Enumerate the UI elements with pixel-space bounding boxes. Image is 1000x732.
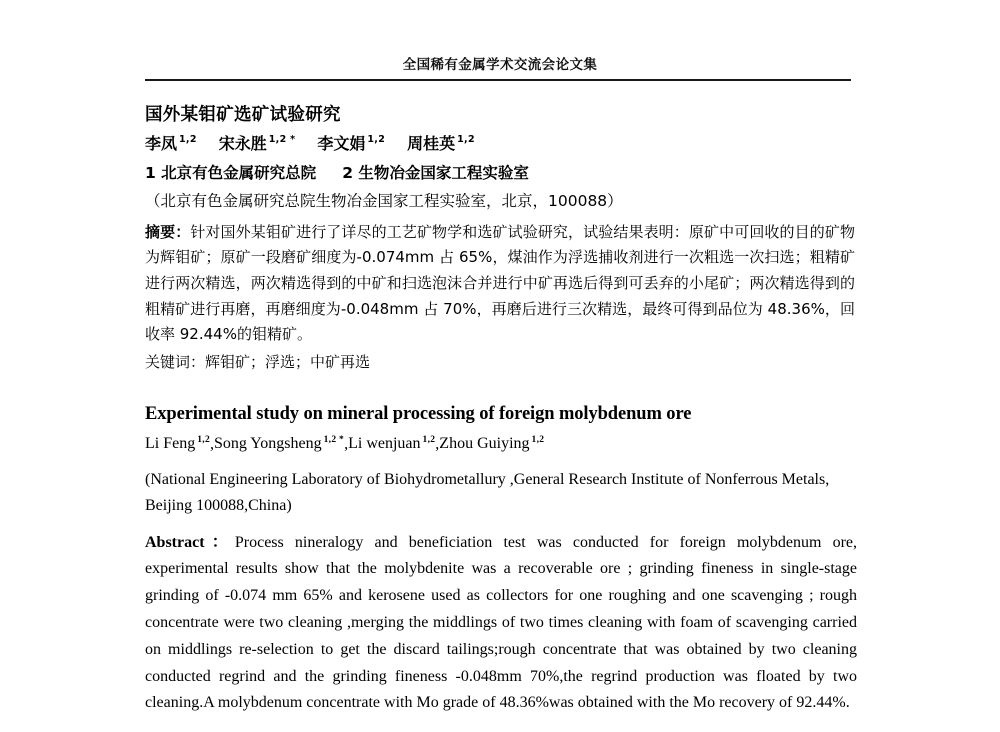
chinese-author-name: 宋永胜 [218, 133, 267, 153]
english-author-name: Li wenjuan [348, 434, 421, 452]
chinese-author-name: 李文娟 [317, 133, 366, 153]
english-author-affiliation-marker: 1,2 [422, 434, 436, 445]
english-affiliation [145, 467, 857, 520]
chinese-article-block [145, 105, 855, 376]
english-article-block [145, 403, 858, 717]
english-author-affiliation-marker: 1,2 [531, 434, 545, 445]
chinese-author-name: 李凤 [145, 133, 178, 153]
english-author-name: Song Yongsheng [214, 434, 322, 452]
chinese-abstract-label: 摘要： [145, 222, 191, 241]
english-author-name: Zhou Guiying [439, 434, 530, 452]
chinese-abstract [145, 220, 855, 348]
chinese-affiliation-2: 2 生物冶金国家工程实验室 [342, 163, 529, 182]
header-divider-rule [145, 79, 851, 81]
chinese-abstract-text: 针对国外某钼矿进行了详尽的工艺矿物学和选矿试验研究，试验结果表明：原矿中可回收的目的矿物为辉钼矿；原矿一段磨矿细度为-0.074mm 占 65%，煤油作为浮选捕收剂进行一次粗选一次扫选；粗精矿进行两次精选，两次精选得到的中矿和扫选泡沫合并进行中矿再选后得到可丢弃的小尾矿；两次精选得到的粗精矿进行再磨，再磨细度为-0.048mm 占 70%，再磨后进行三次精选，最终可得到品位为 48.36%，回收率 92.44%的钼精矿。 [145, 222, 855, 344]
chinese-article-title: 国外某钼矿选矿试验研究 [145, 104, 341, 125]
english-author [145, 435, 210, 452]
chinese-author-affiliation-marker: 1,2 * [268, 134, 296, 146]
chinese-author [317, 134, 385, 153]
english-author-list: Li Feng $^{1,2}$,Song Yongsheng $^{1,2 *}$,Li wenjuan $^{1,2}$,Zhou Guiying $^{1,2}$ [145, 434, 545, 452]
english-abstract-label: Abstract： [145, 533, 235, 551]
english-author-name: Li Feng [145, 434, 196, 452]
english-abstract-paragraph [145, 530, 857, 718]
english-article-title: Experimental study on mineral processing of foreign molybdenum ore [145, 404, 692, 425]
english-abstract-text: Process nineralogy and beneficiation test was conducted for foreign molybdenum ore, experimental results show that the molybdenite was a recoverable ore ; grinding fineness in single-stage grinding of -0.074 mm 65% and kerosene used as collectors for one roughing and one scavenging ; rough concentrate were two cleaning ,merging the middlings of two times cleaning with foam of scavenging carried on middlings re-selection to get the discard tailings;rough concentrate that was obtained by two cleaning conducted regrind and the grinding fineness -0.048mm 70%,the regrind production was floated by two cleaning.A molybdenum concentrate with Mo grade of 48.36%was obtained with the Mo recovery of 92.44%. [145, 533, 858, 712]
english-author-affiliation-marker: 1,2 [197, 434, 210, 445]
chinese-affiliation-1: 1 北京有色金属研究总院 [145, 163, 317, 182]
running-header-title: 全国稀有金属学术交流会论文集 [402, 57, 598, 73]
english-affiliation-text: (National Engineering Laboratory of Biohydrometallury ,General Research Institute of Nonferrous Metals, Beijing 100088,China) [145, 470, 830, 515]
english-author [214, 435, 344, 452]
chinese-author-name: 周桂英 [407, 133, 456, 153]
english-abstract [145, 530, 857, 718]
chinese-author-affiliation-marker: 1,2 [367, 134, 386, 146]
page-content-column [145, 0, 858, 717]
chinese-author-list [145, 134, 855, 154]
english-author [439, 435, 544, 452]
chinese-author [407, 134, 475, 153]
chinese-author [145, 134, 197, 153]
english-author-affiliation-marker: 1,2 * [323, 434, 345, 445]
chinese-affiliation-address: （北京有色金属研究总院生物冶金国家工程实验室，北京，100088） [145, 191, 623, 210]
chinese-affiliation-line [145, 163, 855, 183]
chinese-author-affiliation-marker: 1,2 [179, 134, 197, 146]
chinese-author-affiliation-marker: 1,2 [457, 134, 475, 146]
chinese-author [219, 134, 296, 153]
chinese-keywords: 关键词：辉钼矿；浮选；中矿再选 [145, 352, 371, 371]
english-author [348, 435, 435, 452]
